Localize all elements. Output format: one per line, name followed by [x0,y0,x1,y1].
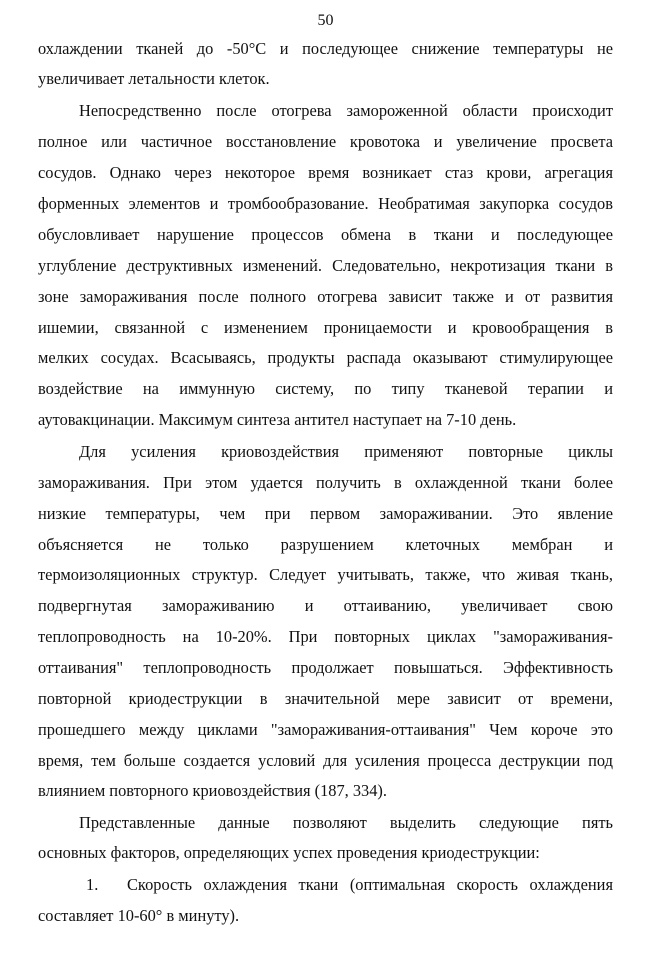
text-line: Представленные данные позволяют выделить следующие пять [79,813,613,832]
text-line: форменных элементов и тромбообразование. Необратимая закупорка сосудов [38,194,613,213]
text-line: оттаивания" теплопроводность продолжает повышаться. Эффективность [38,658,613,677]
list-item-text: составляет 10-60° в минуту). [38,906,240,925]
text-line: мелких сосудах. Всасываясь, продукты распада оказывают стимулирующее [38,348,613,367]
text-line: теплопроводность на 10-20%. При повторных циклах "замораживания- [38,627,613,646]
text-line: замораживания. При этом удается получить в охлажденной ткани более [38,473,613,492]
text-line: углубление деструктивных изменений. Следовательно, некротизация ткани в [38,256,613,275]
text-line: сосудов. Однако через некоторое время возникает стаз крови, агрегация [38,163,613,182]
text-line: основных факторов, определяющих успех проведения криодеструкции: [38,843,540,862]
text-line: Для усиления криовоздействия применяют повторные циклы [79,442,613,461]
text-line: влиянием повторного криовоздействия (187, 334). [38,781,387,800]
text-line: зоне замораживания после полного отогрева зависит также и от развития [38,287,613,306]
text-line: увеличивает летальности клеток. [38,69,270,88]
text-line: аутовакцинации. Максимум синтеза антител наступает на 7-10 день. [38,410,517,429]
text-line: время, тем больше создается условий для усиления процесса деструкции под [38,751,613,770]
text-line: термоизоляционных структур. Следует учитывать, также, что живая ткань, [38,565,613,584]
text-line: подвергнутая замораживанию и оттаиванию, увеличивает свою [38,596,613,615]
text-line: прошедшего между циклами "замораживания-оттаивания" Чем короче это [38,720,613,739]
text-line: повторной криодеструкции в значительной мере зависит от времени, [38,689,613,708]
list-item-text: Скорость охлаждения ткани (оптимальная скорость охлаждения [127,875,613,894]
text-line: объясняется не только разрушением клеточных мембран и [38,535,613,554]
text-line: полное или частичное восстановление кровотока и увеличение просвета [38,132,613,151]
list-marker: 1. [86,875,99,894]
text-line: обусловливает нарушение процессов обмена в ткани и последующее [38,225,613,244]
text-line: низкие температуры, чем при первом замораживании. Это явление [38,504,613,523]
text-line: Непосредственно после отогрева замороженной области происходит [79,101,613,120]
text-line: ишемии, связанной с изменением проницаемости и кровообращения в [38,318,613,337]
text-line: охлаждении тканей до -50°С и последующее снижение температуры не [38,39,613,58]
page-number: 50 [317,12,334,29]
text-line: воздействие на иммунную систему, по типу тканевой терапии и [38,379,613,398]
